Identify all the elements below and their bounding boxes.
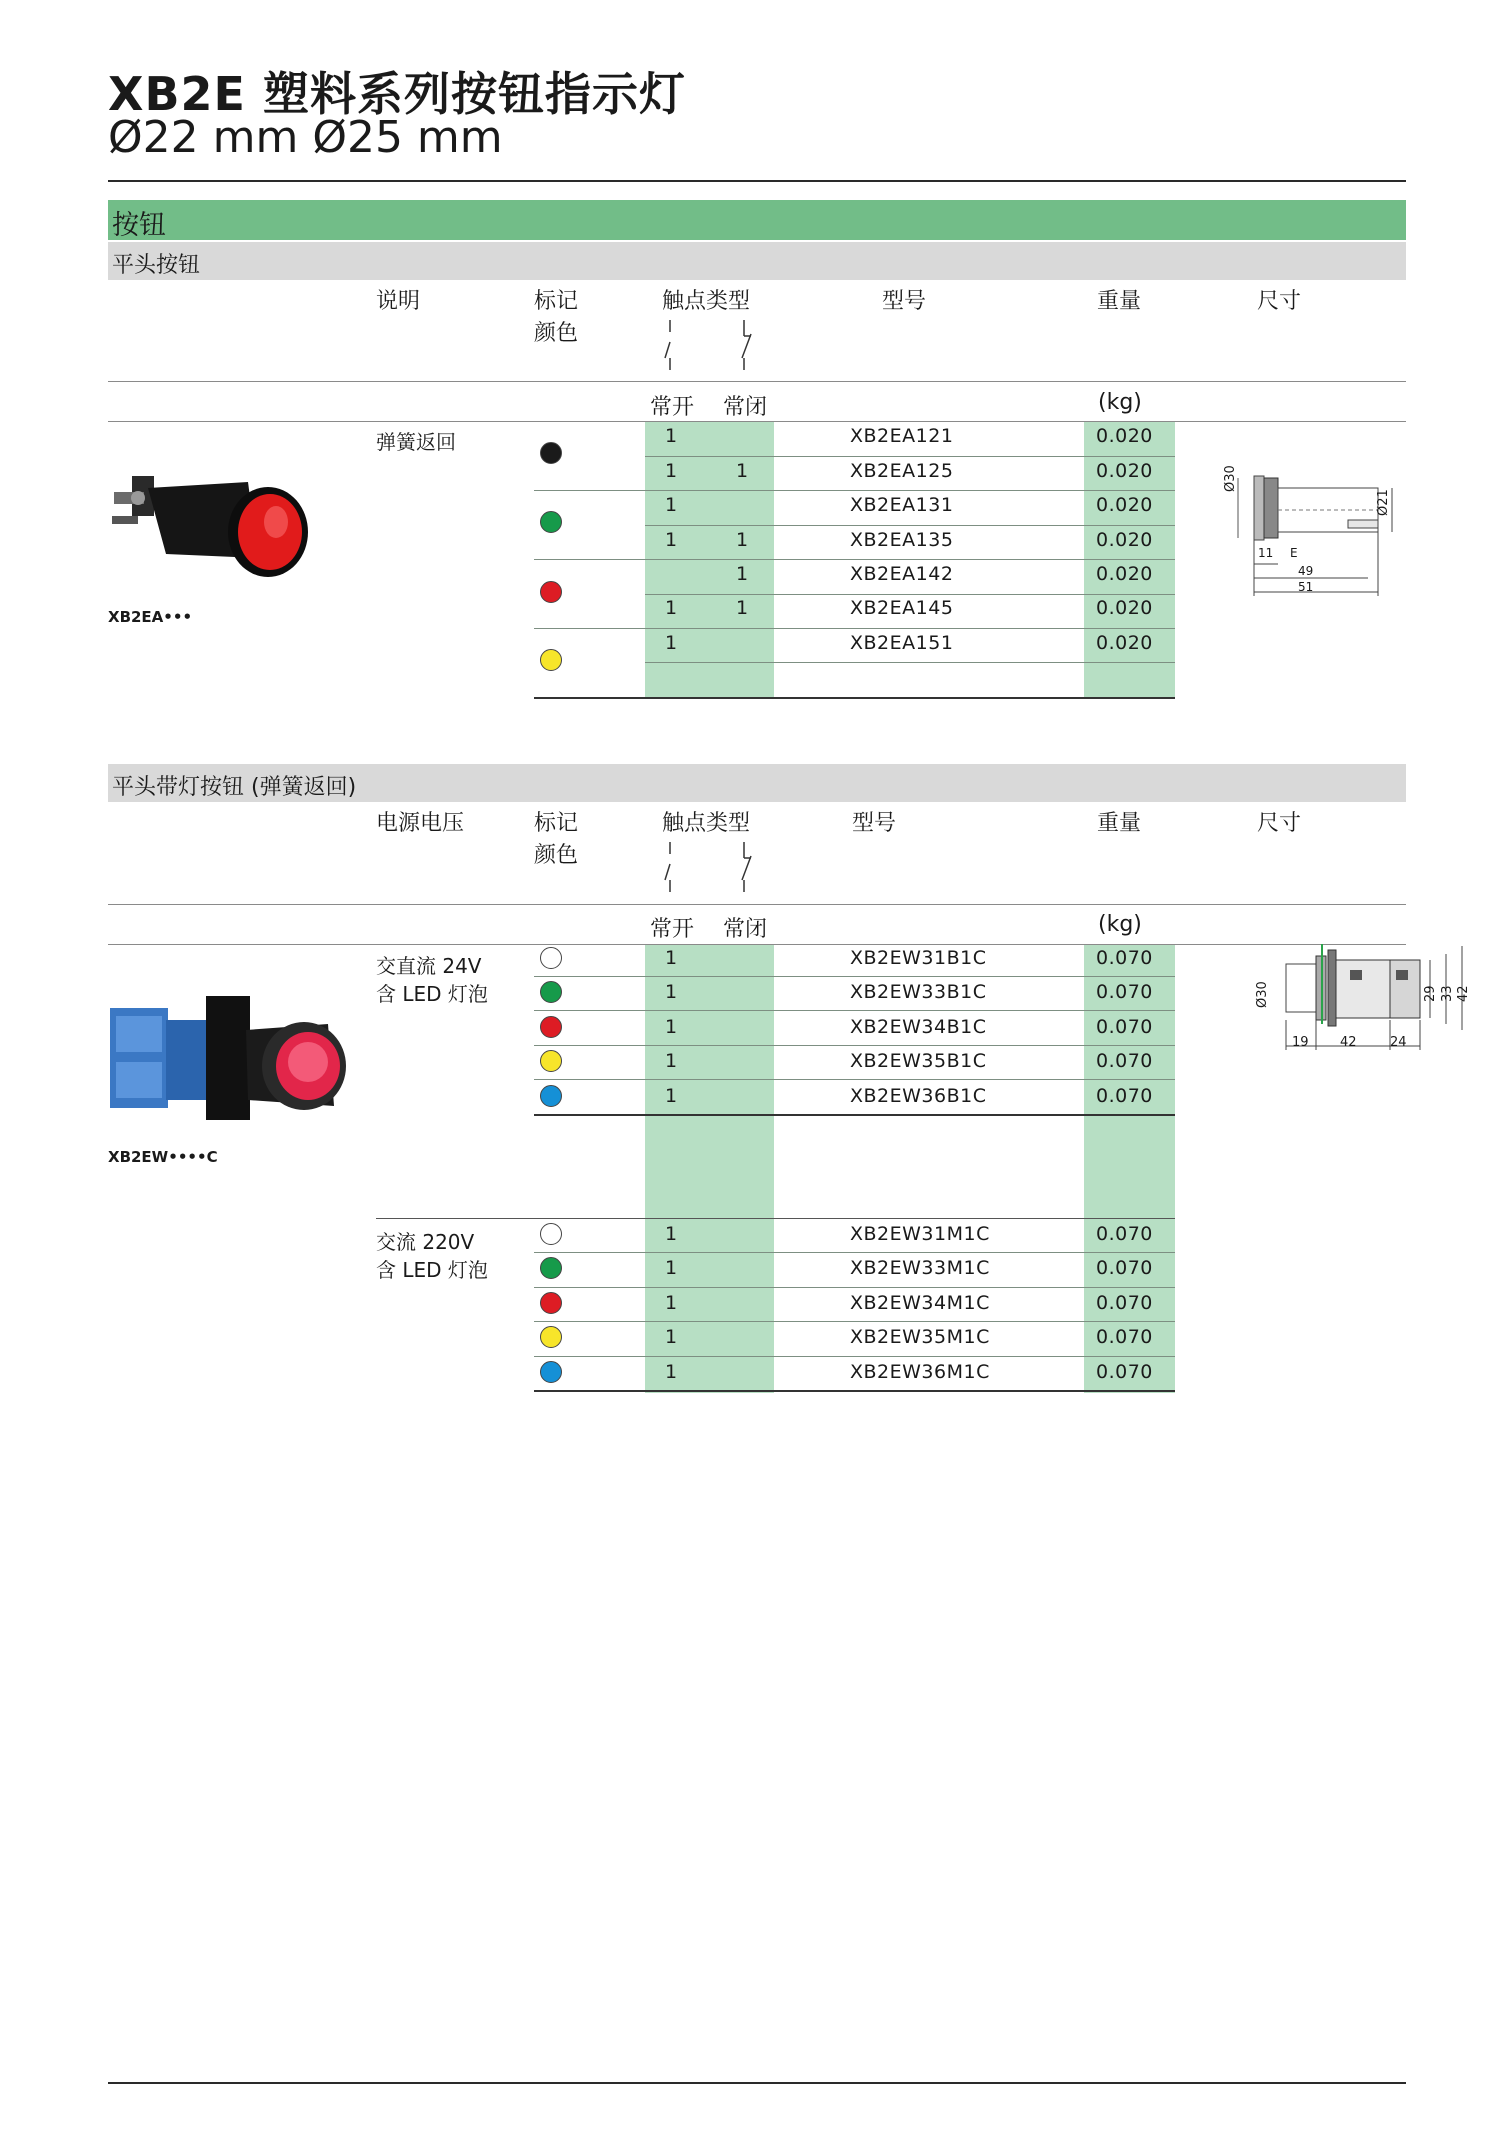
row-model: XB2EA135 xyxy=(850,529,954,551)
table2-heading-bar xyxy=(108,764,1406,802)
row-no-contact: 1 xyxy=(665,981,678,1003)
row-weight: 0.070 xyxy=(1096,1326,1153,1348)
row-weight: 0.070 xyxy=(1096,1361,1153,1383)
color-marker-yellow xyxy=(540,1050,562,1072)
row-weight: 0.070 xyxy=(1096,1292,1153,1314)
t1-header-contact: 触点类型 xyxy=(662,289,751,314)
t1-dim-d21: Ø21 xyxy=(1376,489,1391,516)
table2-heading: 平头带灯按钮 (弹簧返回) xyxy=(112,775,357,800)
t2-header-nc: 常闭 xyxy=(723,917,768,942)
t2-header-weight-unit: (kg) xyxy=(1098,912,1142,937)
row-weight: 0.020 xyxy=(1096,460,1153,482)
row-no-contact: 1 xyxy=(665,1050,678,1072)
row-no-contact: 1 xyxy=(665,494,678,516)
t1-bottom-rule xyxy=(534,697,1175,699)
row-model: XB2EA121 xyxy=(850,425,954,447)
t1-header-no: 常开 xyxy=(650,395,695,420)
t2-group2-top-rule xyxy=(376,1218,1175,1219)
row-weight: 0.070 xyxy=(1096,1050,1153,1072)
t1-header-nc: 常闭 xyxy=(723,395,768,420)
row-model: XB2EW31M1C xyxy=(850,1223,990,1245)
row-weight: 0.020 xyxy=(1096,494,1153,516)
row-weight: 0.020 xyxy=(1096,632,1153,654)
t1-dim-11: 11 xyxy=(1258,546,1274,560)
row-model: XB2EA131 xyxy=(850,494,954,516)
row-nc-contact: 1 xyxy=(736,529,749,551)
page-title: XB2E 塑料系列按钮指示灯 xyxy=(108,67,686,121)
color-marker-red xyxy=(540,1292,562,1314)
color-marker-green xyxy=(540,1257,562,1279)
t1-row-line xyxy=(534,559,1175,560)
row-model: XB2EW33M1C xyxy=(850,1257,990,1279)
color-marker-blue xyxy=(540,1085,562,1107)
color-marker-yellow xyxy=(540,649,562,671)
row-weight: 0.070 xyxy=(1096,1223,1153,1245)
table1-heading-bar xyxy=(108,242,1406,280)
row-model: XB2EA151 xyxy=(850,632,954,654)
t1-row-line xyxy=(645,525,1175,526)
t2-header-mark-1: 标记 xyxy=(534,811,579,836)
color-marker-green xyxy=(540,981,562,1003)
row-model: XB2EA125 xyxy=(850,460,954,482)
t2-header-no: 常开 xyxy=(650,917,695,942)
row-model: XB2EW34M1C xyxy=(850,1292,990,1314)
t2-header-size: 尺寸 xyxy=(1257,811,1302,836)
row-weight: 0.070 xyxy=(1096,947,1153,969)
illuminated-pushbutton-image xyxy=(108,990,348,1130)
color-marker-white xyxy=(540,947,562,969)
row-model: XB2EW36B1C xyxy=(850,1085,987,1107)
row-weight: 0.020 xyxy=(1096,425,1153,447)
footer-rule xyxy=(108,2082,1406,2084)
t1-row-line xyxy=(645,594,1175,595)
t2-group2-led: 含 LED 灯泡 xyxy=(376,1258,488,1282)
row-no-contact: 1 xyxy=(665,632,678,654)
t1-description: 弹簧返回 xyxy=(376,430,456,454)
row-nc-contact: 1 xyxy=(736,597,749,619)
row-weight: 0.070 xyxy=(1096,1257,1153,1279)
row-weight: 0.020 xyxy=(1096,529,1153,551)
t2-header-weight: 重量 xyxy=(1097,811,1142,836)
t1-dim-51: 51 xyxy=(1298,580,1314,594)
t2-dim-19: 19 xyxy=(1292,1035,1309,1050)
row-no-contact: 1 xyxy=(665,1085,678,1107)
t1-header-description: 说明 xyxy=(376,289,421,314)
row-no-contact: 1 xyxy=(665,460,678,482)
t2-dim-42v: 42 xyxy=(1456,985,1471,1002)
t1-header-mark-1: 标记 xyxy=(534,289,579,314)
t1-row-line xyxy=(645,456,1175,457)
row-no-contact: 1 xyxy=(665,597,678,619)
row-no-contact: 1 xyxy=(665,529,678,551)
contact-symbols-icon xyxy=(660,840,760,896)
color-marker-red xyxy=(540,581,562,603)
row-nc-contact: 1 xyxy=(736,460,749,482)
t1-header-model: 型号 xyxy=(882,289,927,314)
t2-header-mark-2: 颜色 xyxy=(534,843,579,868)
table1-heading: 平头按钮 xyxy=(112,253,201,278)
t2-header-contact: 触点类型 xyxy=(662,811,751,836)
t2-dim-24: 24 xyxy=(1390,1035,1407,1050)
color-marker-blue xyxy=(540,1361,562,1383)
contact-symbols-icon xyxy=(660,318,760,374)
t2-row-line xyxy=(534,1252,1175,1253)
t1-image-caption: XB2EA••• xyxy=(108,608,193,626)
row-model: XB2EW36M1C xyxy=(850,1361,990,1383)
t2-row-line xyxy=(534,1079,1175,1080)
row-no-contact: 1 xyxy=(665,425,678,447)
row-weight: 0.070 xyxy=(1096,1085,1153,1107)
t2-group1-led: 含 LED 灯泡 xyxy=(376,982,488,1006)
row-no-contact: 1 xyxy=(665,1257,678,1279)
color-marker-black xyxy=(540,442,562,464)
t2-row-line xyxy=(534,1010,1175,1011)
t2-row-line xyxy=(534,1287,1175,1288)
color-marker-white xyxy=(540,1223,562,1245)
row-nc-contact: 1 xyxy=(736,563,749,585)
row-model: XB2EW35B1C xyxy=(850,1050,987,1072)
t2-row-line xyxy=(534,976,1175,977)
color-marker-yellow xyxy=(540,1326,562,1348)
row-weight: 0.070 xyxy=(1096,1016,1153,1038)
t1-row-line xyxy=(534,490,1175,491)
page-subtitle: Ø22 mm Ø25 mm xyxy=(108,112,503,163)
t2-dim-d30: Ø30 xyxy=(1255,981,1270,1008)
row-model: XB2EW31B1C xyxy=(850,947,987,969)
t2-dim-29: 29 xyxy=(1423,985,1438,1002)
t2-dim-33: 33 xyxy=(1440,985,1455,1002)
row-no-contact: 1 xyxy=(665,1361,678,1383)
t2-header-voltage: 电源电压 xyxy=(376,811,465,836)
row-no-contact: 1 xyxy=(665,1326,678,1348)
t1-header-weight-unit: (kg) xyxy=(1098,390,1142,415)
section-title: 按钮 xyxy=(112,210,166,241)
t1-header-rule xyxy=(108,381,1406,382)
row-no-contact: 1 xyxy=(665,1223,678,1245)
row-model: XB2EA142 xyxy=(850,563,954,585)
t2-dim-42: 42 xyxy=(1340,1035,1357,1050)
t2-header-model: 型号 xyxy=(852,811,897,836)
t2-header-rule xyxy=(108,904,1406,905)
color-marker-green xyxy=(540,511,562,533)
row-weight: 0.020 xyxy=(1096,597,1153,619)
header-rule xyxy=(108,180,1406,182)
row-no-contact: 1 xyxy=(665,947,678,969)
t2-bottom-rule xyxy=(534,1390,1175,1392)
t2-row-line xyxy=(534,1356,1175,1357)
t1-header-size: 尺寸 xyxy=(1257,289,1302,314)
row-weight: 0.020 xyxy=(1096,563,1153,585)
row-no-contact: 1 xyxy=(665,1292,678,1314)
t1-header-weight: 重量 xyxy=(1097,289,1142,314)
t1-dim-e: E xyxy=(1290,546,1298,560)
t2-row-line xyxy=(534,1045,1175,1046)
t2-group1-rule xyxy=(534,1114,1175,1116)
t1-row-line xyxy=(534,628,1175,629)
row-model: XB2EW35M1C xyxy=(850,1326,990,1348)
row-no-contact: 1 xyxy=(665,1016,678,1038)
flush-pushbutton-image xyxy=(108,462,308,582)
t1-dim-d30: Ø30 xyxy=(1223,465,1238,492)
row-model: XB2EW33B1C xyxy=(850,981,987,1003)
t1-header-mark-2: 颜色 xyxy=(534,321,579,346)
t2-image-caption: XB2EW••••C xyxy=(108,1148,218,1166)
row-weight: 0.070 xyxy=(1096,981,1153,1003)
t1-row-line xyxy=(645,662,1175,663)
t2-group2-voltage: 交流 220V xyxy=(376,1230,475,1254)
t1-dim-49: 49 xyxy=(1298,564,1314,578)
t2-row-line xyxy=(534,1321,1175,1322)
row-model: XB2EA145 xyxy=(850,597,954,619)
section-bar xyxy=(108,200,1406,240)
t2-group1-voltage: 交直流 24V xyxy=(376,954,482,978)
row-model: XB2EW34B1C xyxy=(850,1016,987,1038)
color-marker-red xyxy=(540,1016,562,1038)
